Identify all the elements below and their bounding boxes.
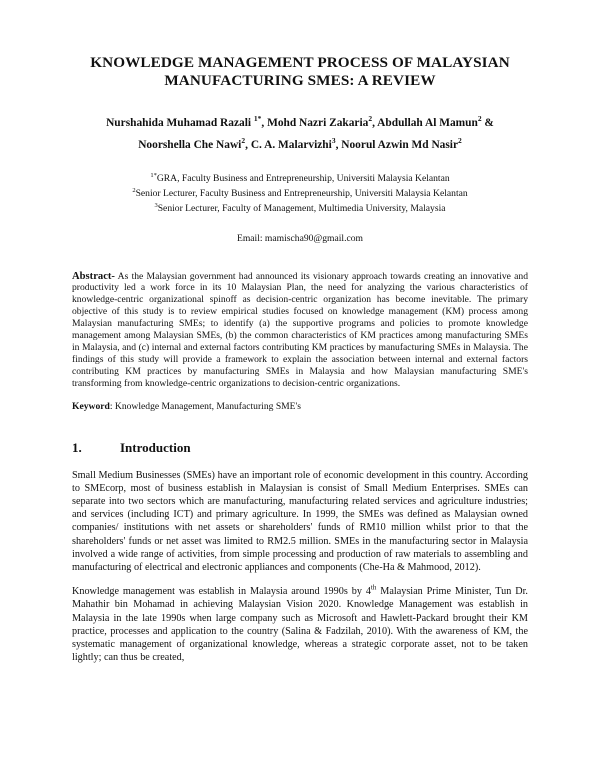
author-sup: 2 xyxy=(241,135,246,145)
paragraph-1: Small Medium Businesses (SMEs) have an important role of economic development in this country. According to SMEcorp, most of business establish in Malaysian is consist of Small Medium Enterprises. SMEs can separate into two sectors which are manufacturing, manufacturing related services and agriculture industries; and services (including ICT) and primary agriculture. In 1999, the SMEs was defined as Malaysian owned companies/ institutions with net assets or shareholders' funds of RM10 million whilst prior to that the shareholders' funds or net asset was limited to RM2.5 million. SMEs in the manufacturing sector in Malaysia involved a wide range of activities, from simple processing and production of raw materials to assembling and manufacturing of electrical and electronic appliances and components (Che-Ha & Mahmood, 2012). xyxy=(72,469,528,574)
author-name: Mohd Nazri Zakaria xyxy=(267,116,369,129)
affiliation: $^{1*}$GRA, Faculty Business and Entrepreneurship, Universiti Malaysia Kelantan xyxy=(150,171,450,184)
affiliation: $^3$Senior Lecturer, Faculty of Management, Multimedia University, Malaysia xyxy=(154,201,446,214)
contact-email: Email: mamischa90@gmail.com xyxy=(236,232,364,244)
author-name: Nurshahida Muhamad Razali xyxy=(106,116,252,129)
section-number: 1. xyxy=(72,439,82,455)
abstract-text: As the Malaysian government had announced its visionary approach towards creating an innovative and productivity led a work force in its 10 Malaysian Plan, the need for analyzing the various characteristics of knowledge-centric organizational spinoff as decision-centric organization has become inevitable. The primary objective of this study is to review empirical studies focused on knowledge management (KM) process among Malaysian manufacturing SMEs; to identify (a) the supportive programs and policies to promote knowledge management among Malaysian SMEs, (b) the common characteristics of KM practices among manufacturing SMEs in Malaysia, and (c) internal and external factors contributing KM practices by manufacturing SMEs in Malaysia. The findings of this study will provide a framework to explain the association between internal and external factors contributing KM practices by manufacturing SMEs in Malaysia and how Malaysian manufacturing SME's transforming from knowledge-centric organizations to decision-centric organizations. xyxy=(72,270,528,389)
author-sup: 3 xyxy=(331,135,336,145)
abstract-label: Abstract- xyxy=(72,270,115,282)
author-sup: 2 xyxy=(477,114,482,123)
author-name: Noorshella Che Nawi xyxy=(138,138,242,151)
section-body xyxy=(72,469,528,665)
keywords xyxy=(72,401,528,412)
affiliation-list xyxy=(72,170,528,215)
paragraph-2: Knowledge management was establish in Malaysia around 1990s by 4th Malaysian Prime Minister, Tun Dr. Mahathir bin Mohamad in achieving Malaysian Vision 2020. Knowledge Management was establish in Malaysia in the late 1990s when large company such as Microsoft and Hawlett-Packard brought their KM practice, processes and application to the country (Salina & Fadzilah, 2010). With the awareness of KM, the systematic management of organizational knowledge, whereas a strategic corporate asset, not to be taken lightly; can thus be created, xyxy=(72,583,528,664)
keyword-label: Keyword xyxy=(72,400,110,412)
author-name: Noorul Azwin Md Nasir xyxy=(341,138,459,151)
author-name: Abdullah Al Mamun xyxy=(377,116,478,129)
section-title: Introduction xyxy=(120,439,191,455)
affiliation: $^2$Senior Lecturer, Faculty Business and Entrepreneurship, Universiti Malaysia Kelantan xyxy=(132,186,468,199)
keyword-text: : Knowledge Management, Manufacturing SME's xyxy=(109,400,302,412)
section-heading xyxy=(72,440,528,456)
title-line-1: KNOWLEDGE MANAGEMENT PROCESS OF MALAYSIAN xyxy=(90,54,510,71)
author-name: C. A. Malarvizhi xyxy=(250,138,332,151)
abstract xyxy=(72,271,528,390)
title-line-2: MANUFACTURING SMES: A REVIEW xyxy=(164,72,436,89)
author-sup: 1* xyxy=(253,114,262,123)
author-sup: 2 xyxy=(368,114,373,123)
paper-title xyxy=(72,0,528,90)
author-list: Nurshahida Muhamad Razali $^{1*}$, Mohd Nazri Zakaria$^2$, Abdullah Al Mamun$^2$ & Noorshella Che Nawi$^2$, C. A. Malarvizhi$^3$, Noorul Azwin Md Nasir$^2$ xyxy=(106,114,494,151)
author-sup: 2 xyxy=(458,135,462,145)
